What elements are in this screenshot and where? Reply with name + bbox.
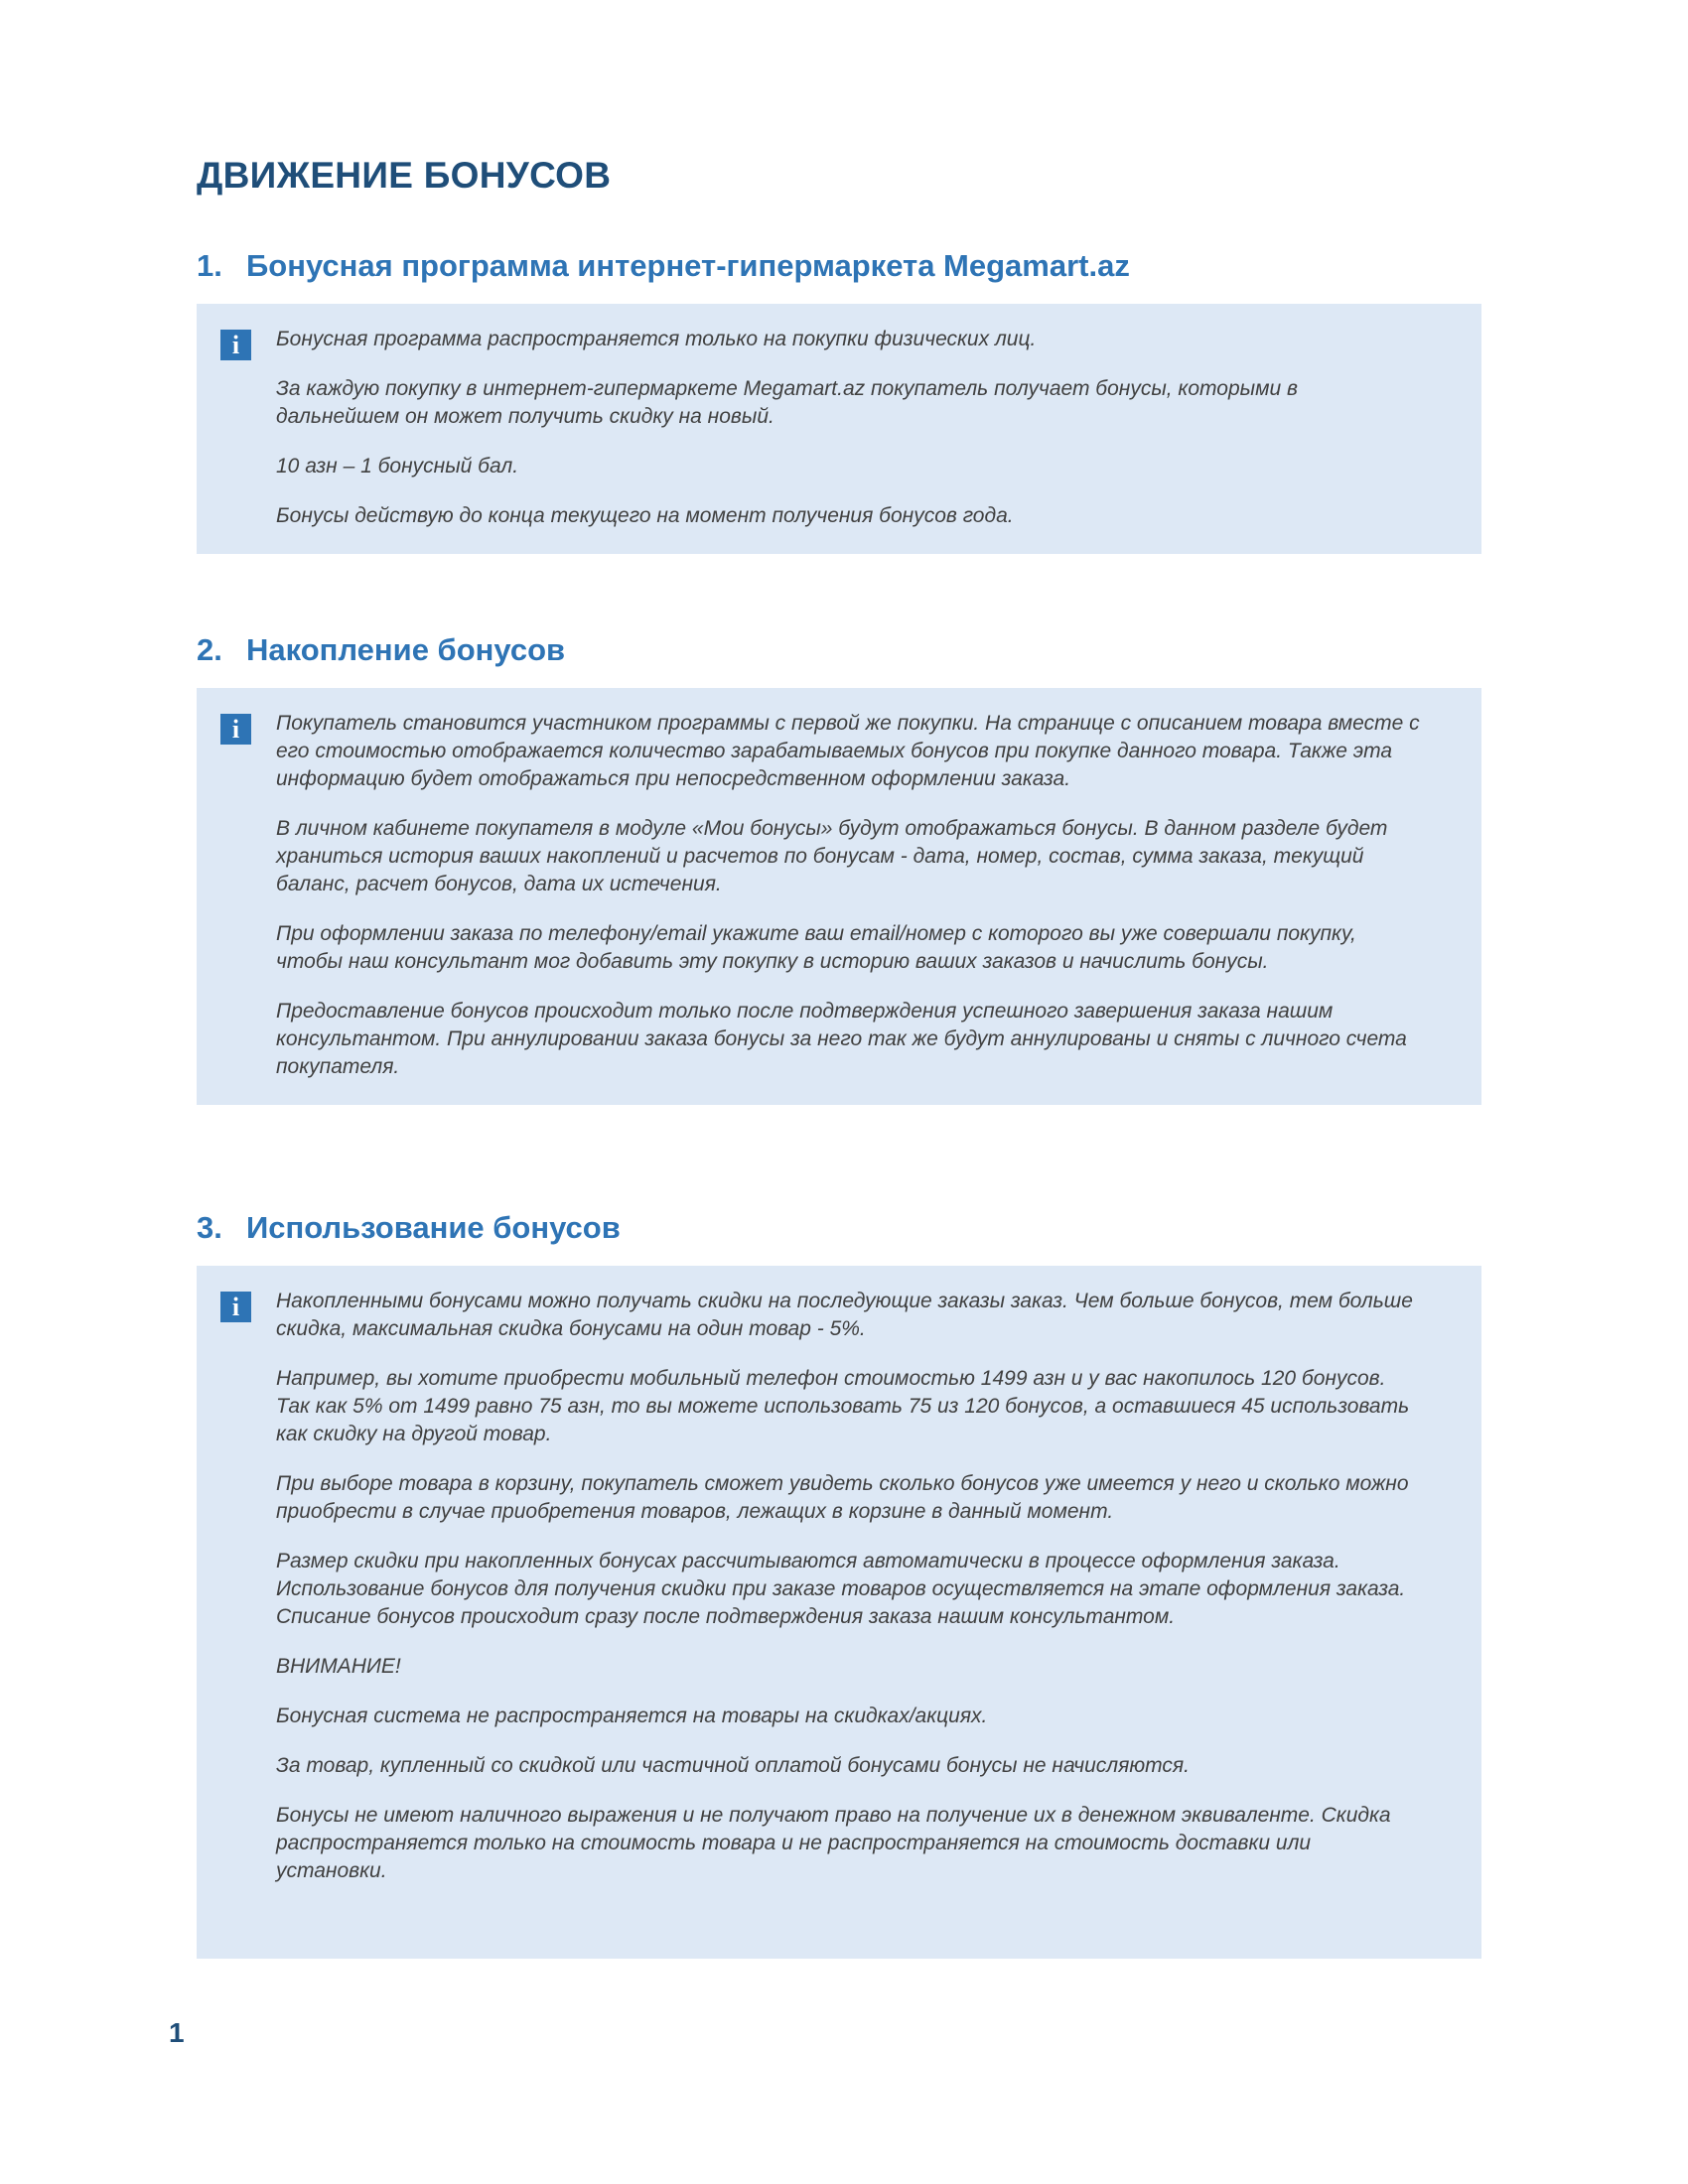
page-number: 1 <box>169 2017 185 2048</box>
document-title: ДВИЖЕНИЕ БОНУСОВ <box>197 155 612 196</box>
section-heading <box>197 1210 1481 1266</box>
note-paragraph: За каждую покупку в интернет-гипермаркете Megamart.az покупатель получает бонусы, которыми в дальнейшем он может получить скидку на новый. <box>276 377 1298 428</box>
section-number: 3. <box>197 1210 222 1245</box>
note-paragraph: 10 азн – 1 бонусный бал. <box>276 455 519 478</box>
section-bonus-accumulation <box>197 632 1481 1105</box>
note-paragraph: При оформлении заказа по телефону/email укажите ваш email/номер с которого вы уже совершали покупку, чтобы наш консультант мог добавить эту покупку в историю ваших заказов и начислить бонусы. <box>276 922 1356 973</box>
note-paragraph: Предоставление бонусов происходит только после подтверждения успешного завершения заказа нашим консультантом. При аннулировании заказа бонусы за него так же будут аннулированы и сняты с личного счета покупателя. <box>276 1000 1407 1078</box>
section-number: 1. <box>197 248 222 283</box>
section-heading <box>197 248 1481 304</box>
info-note-box <box>197 304 1481 554</box>
section-title: Накопление бонусов <box>246 632 566 667</box>
note-paragraph: Размер скидки при накопленных бонусах рассчитываются автоматически в процессе оформления заказа. Использование бонусов для получения скидки при заказе товаров осуществляется на этапе оформления заказа. Списание бонусов происходит сразу после подтверждения заказа нашим консультантом. <box>276 1550 1406 1628</box>
note-paragraph: Бонусы действую до конца текущего на момент получения бонусов года. <box>276 504 1014 527</box>
section-number: 2. <box>197 632 222 667</box>
section-title: Бонусная программа интернет-гипермаркета Megamart.az <box>246 248 1130 283</box>
info-note-box <box>197 688 1481 1105</box>
note-paragraph: Бонусы не имеют наличного выражения и не получают право на получение их в денежном эквиваленте. Скидка распространяется только на стоимость товара и не распространяется на стоимость доставки или установки. <box>276 1804 1391 1882</box>
info-icon: i <box>220 330 251 360</box>
info-icon: i <box>220 714 251 745</box>
note-paragraph: При выборе товара в корзину, покупатель сможет увидеть сколько бонусов уже имеется у него и сколько можно приобрести в случае приобретения товаров, лежащих в корзине в данный момент. <box>276 1472 1409 1523</box>
info-icon: i <box>220 1292 251 1322</box>
section-bonus-usage <box>197 1210 1481 1959</box>
note-paragraph: За товар, купленный со скидкой или частичной оплатой бонусами бонусы не начисляются. <box>276 1754 1190 1777</box>
note-paragraph: Например, вы хотите приобрести мобильный телефон стоимостью 1499 азн и у вас накопилось 120 бонусов. Так как 5% от 1499 равно 75 азн, то вы можете использовать 75 из 120 бонусов, а оставшиеся 45 использовать как скидку на другой товар. <box>276 1367 1410 1445</box>
note-paragraph: Бонусная система не распространяется на товары на скидках/акциях. <box>276 1705 988 1727</box>
section-bonus-program <box>197 248 1481 554</box>
info-note-box <box>197 1266 1481 1959</box>
section-title: Использование бонусов <box>246 1210 621 1245</box>
note-paragraph: В личном кабинете покупателя в модуле «Мои бонусы» будут отображаться бонусы. В данном разделе будет храниться история ваших накоплений и расчетов по бонусам - дата, номер, состав, сумма заказа, текущий баланс, расчет бонусов, дата их истечения. <box>276 817 1388 895</box>
note-paragraph: Покупатель становится участником программы с первой же покупки. На странице с описанием товара вместе с его стоимостью отображается количество зарабатываемых бонусов при покупке данного товара. Также эта информацию будет отображаться при непосредственном оформлении заказа. <box>276 712 1420 790</box>
section-heading <box>197 632 1481 688</box>
note-paragraph: Накопленными бонусами можно получать скидки на последующие заказы заказ. Чем больше бонусов, тем больше скидка, максимальная скидка бонусами на один товар - 5%. <box>276 1290 1413 1340</box>
note-paragraph: Бонусная программа распространяется только на покупки физических лиц. <box>276 328 1037 350</box>
warning-paragraph: ВНИМАНИЕ! <box>276 1655 401 1678</box>
